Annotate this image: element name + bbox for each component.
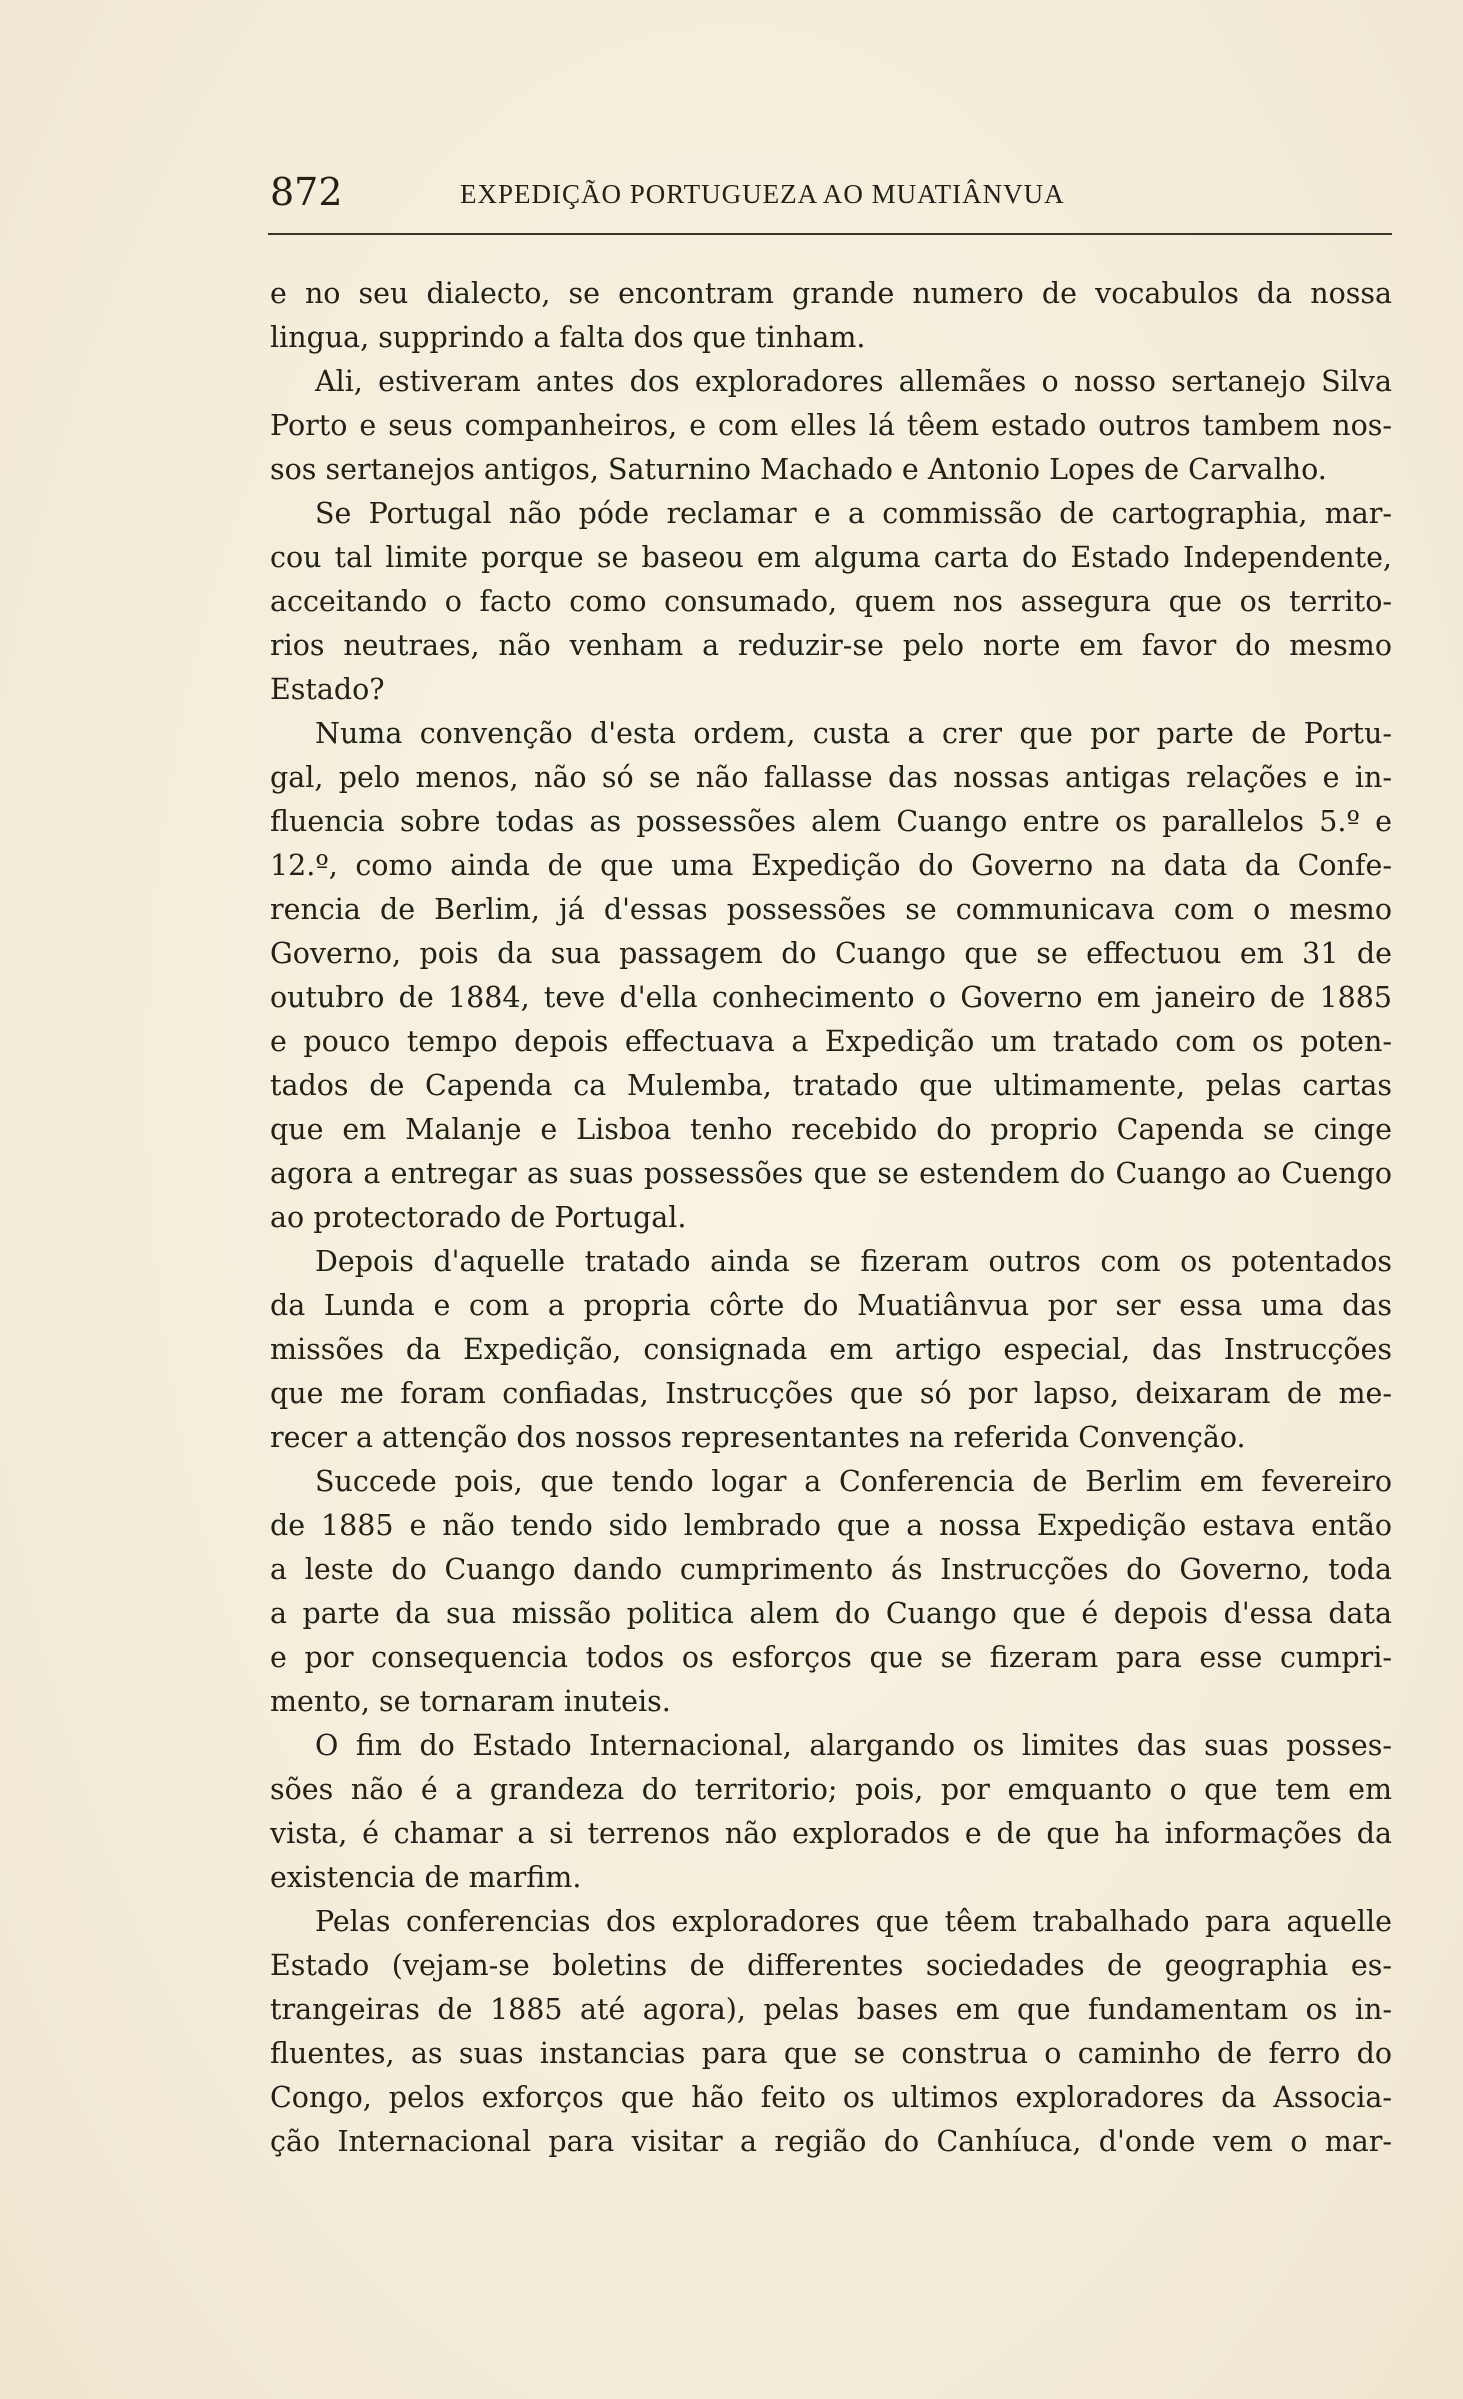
text-line: que me foram confiadas, Instrucções que só por lapso, deixaram de me-: [270, 1377, 1392, 1410]
text-line: Congo, pelos exforços que hão feito os ultimos exploradores da Associa-: [270, 2081, 1392, 2114]
text-line: existencia de marfim.: [270, 1861, 582, 1894]
text-line: a parte da sua missão politica alem do Cuango que é depois d'essa data: [270, 1597, 1392, 1630]
text-line: agora a entregar as suas possessões que se estendem do Cuango ao Cuengo: [270, 1157, 1392, 1190]
page-header: [270, 168, 1390, 216]
text-line: acceitando o facto como consumado, quem nos assegura que os territo-: [270, 585, 1392, 618]
text-line: outubro de 1884, teve d'ella conhecimento o Governo em janeiro de 1885: [270, 981, 1392, 1014]
text-line: trangeiras de 1885 até agora), pelas bases em que fundamentam os in-: [270, 1993, 1392, 2026]
text-line: Numa convenção d'esta ordem, custa a crer que por parte de Portu-: [315, 717, 1392, 750]
running-title: EXPEDIÇÃO PORTUGUEZA AO MUATIÂNVUA: [460, 179, 1065, 209]
text-line: sões não é a grandeza do territorio; pois, por emquanto o que tem em: [270, 1773, 1392, 1806]
header-rule: [268, 233, 1392, 235]
text-line: e pouco tempo depois effectuava a Expedição um tratado com os poten-: [270, 1025, 1392, 1058]
text-line: Se Portugal não póde reclamar e a commissão de cartographia, mar-: [315, 497, 1392, 530]
text-line: ao protectorado de Portugal.: [270, 1201, 687, 1234]
text-line: tados de Capenda ca Mulemba, tratado que ultimamente, pelas cartas: [270, 1069, 1392, 1102]
text-line: Pelas conferencias dos exploradores que têem trabalhado para aquelle: [315, 1905, 1392, 1938]
text-line: gal, pelo menos, não só se não fallasse das nossas antigas relações e in-: [270, 761, 1392, 794]
text-line: mento, se tornaram inuteis.: [270, 1685, 671, 1718]
text-line: que em Malanje e Lisboa tenho recebido do proprio Capenda se cinge: [270, 1113, 1392, 1146]
text-line: Porto e seus companheiros, e com elles lá têem estado outros tambem nos-: [270, 409, 1392, 442]
body-text: [270, 272, 1392, 2164]
text-line: Estado (vejam-se boletins de differentes sociedades de geographia es-: [270, 1949, 1392, 1982]
text-line: Ali, estiveram antes dos exploradores allemães o nosso sertanejo Silva: [315, 365, 1392, 398]
text-line: da Lunda e com a propria côrte do Muatiânvua por ser essa uma das: [270, 1289, 1392, 1322]
text-line: fluentes, as suas instancias para que se construa o caminho de ferro do: [270, 2037, 1392, 2070]
text-line: rencia de Berlim, já d'essas possessões se communicava com o mesmo: [270, 893, 1392, 926]
text-line: ção Internacional para visitar a região do Canhíuca, d'onde vem o mar-: [270, 2125, 1392, 2158]
text-line: sos sertanejos antigos, Saturnino Machado e Antonio Lopes de Carvalho.: [270, 453, 1327, 486]
text-line: lingua, supprindo a falta dos que tinham.: [270, 321, 866, 354]
text-line: Estado?: [270, 673, 385, 706]
text-line: e por consequencia todos os esforços que se fizeram para esse cumpri-: [270, 1641, 1392, 1674]
text-line: a leste do Cuango dando cumprimento ás Instrucções do Governo, toda: [270, 1553, 1392, 1586]
text-line: recer a attenção dos nossos representantes na referida Convenção.: [270, 1421, 1246, 1454]
text-line: fluencia sobre todas as possessões alem Cuango entre os parallelos 5.º e: [270, 805, 1392, 838]
text-line: missões da Expedição, consignada em artigo especial, das Instrucções: [270, 1333, 1392, 1366]
text-line: O fim do Estado Internacional, alargando os limites das suas posses-: [315, 1729, 1392, 1762]
page-number: 872: [270, 170, 343, 214]
text-line: Succede pois, que tendo logar a Conferencia de Berlim em fevereiro: [315, 1465, 1392, 1498]
text-line: rios neutraes, não venham a reduzir-se pelo norte em favor do mesmo: [270, 629, 1392, 662]
text-line: vista, é chamar a si terrenos não explorados e de que ha informações da: [270, 1817, 1392, 1850]
text-line: 12.º, como ainda de que uma Expedição do Governo na data da Confe-: [270, 849, 1392, 882]
text-line: Depois d'aquelle tratado ainda se fizeram outros com os potentados: [315, 1245, 1392, 1278]
text-line: de 1885 e não tendo sido lembrado que a nossa Expedição estava então: [270, 1509, 1392, 1542]
text-line: cou tal limite porque se baseou em alguma carta do Estado Independente,: [270, 541, 1392, 574]
text-line: e no seu dialecto, se encontram grande numero de vocabulos da nossa: [270, 277, 1392, 310]
text-line: Governo, pois da sua passagem do Cuango que se effectuou em 31 de: [270, 937, 1392, 970]
